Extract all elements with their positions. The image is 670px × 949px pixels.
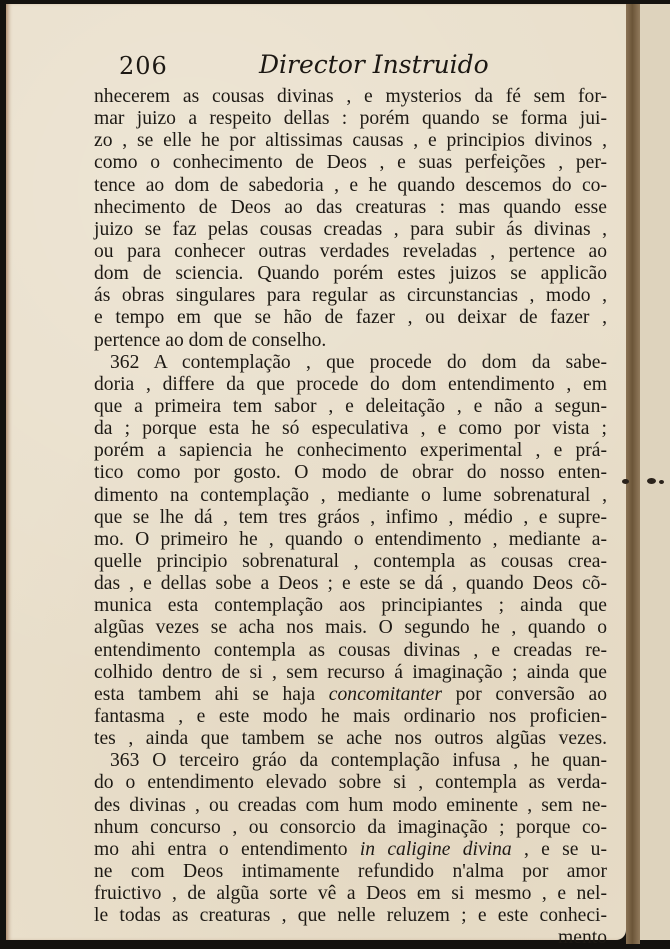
- text-line: [94, 728, 607, 750]
- text-segment: fruictivo , de algũa sorte vê a Deos em si mesmo , e nel-: [94, 883, 607, 905]
- text-line: [94, 684, 607, 706]
- text-segment: le todas as creaturas , que nelle reluzem ; e este conheci-: [94, 905, 607, 927]
- running-title: Director Instruido: [259, 50, 489, 79]
- text-line: [94, 396, 607, 418]
- text-line: [94, 706, 607, 728]
- text-segment: mo. O primeiro he , quando o entendimento , mediante a-: [94, 528, 607, 550]
- text-segment: munica esta contemplação aos principiantes ; ainda que: [94, 595, 607, 617]
- text-line: [94, 861, 607, 883]
- text-segment: tes , ainda que tambem se ache nos outros algũas vezes.: [94, 728, 607, 750]
- text-segment: porém a sapiencia he conhecimento experimental , e prá-: [94, 440, 607, 462]
- text-line: [94, 108, 607, 130]
- text-segment: ne com Deos intimamente refundido n'alma por amor: [94, 860, 607, 882]
- text-line: [94, 175, 607, 197]
- text-segment: entendimento contempla as cousas divinas , e creadas re-: [94, 639, 607, 661]
- book-gutter: [626, 4, 640, 944]
- text-line: [94, 883, 607, 905]
- text-line: [94, 307, 607, 329]
- text-line: [94, 418, 607, 440]
- text-segment: dom de sciencia. Quando porém estes juizos se applicão: [94, 263, 607, 285]
- text-segment: dimento na contemplação , mediante o lume sobrenatural ,: [94, 484, 607, 506]
- text-line: [94, 817, 607, 839]
- text-line: [94, 152, 607, 174]
- text-line: [94, 839, 607, 861]
- facing-page-edge: [640, 4, 670, 940]
- body-text: [94, 86, 607, 949]
- text-segment: esta tambem ahi se haja: [94, 683, 329, 705]
- text-line: [94, 507, 607, 529]
- text-segment: da ; porque esta he só especulativa , e como por vista ;: [94, 418, 607, 440]
- text-line: [94, 285, 607, 307]
- text-line: [94, 440, 607, 462]
- text-segment: por conversão ao: [441, 683, 607, 705]
- text-line: [94, 662, 607, 684]
- text-segment: juizo se faz pelas cousas creadas , para subir ás divinas ,: [94, 218, 607, 240]
- text-segment: fantasma , e este modo he mais ordinario nos proficien-: [94, 705, 607, 727]
- text-segment: doria , differe da que procede do dom entendimento , em: [94, 373, 607, 395]
- text-segment: colhido dentro de si , sem recurso á imaginação ; ainda que: [94, 661, 607, 683]
- text-segment: das , e dellas sobe a Deos ; e este se dá , quando Deos cõ-: [94, 573, 607, 595]
- text-line: [94, 219, 607, 241]
- text-line: [94, 573, 607, 595]
- text-segment: algũas vezes se acha nos mais. O segundo he , quando o: [94, 617, 607, 639]
- text-line: [94, 772, 607, 794]
- text-line: [94, 529, 607, 551]
- text-line: [94, 374, 607, 396]
- book-page: [6, 4, 626, 949]
- text-segment: 363 O terceiro gráo da contemplação infusa , he quan-: [110, 750, 607, 772]
- text-line: [94, 640, 607, 662]
- text-segment: que se lhe dá , tem tres gráos , infimo , médio , e supre-: [94, 506, 607, 528]
- catchword: mento: [558, 927, 607, 949]
- text-segment: nhecerem as cousas divinas , e mysterios da fé sem for-: [94, 86, 607, 107]
- text-segment: 362 A contemplação , que procede do dom da sabe-: [110, 351, 607, 373]
- text-segment: mo ahi entra o entendimento: [94, 838, 360, 860]
- text-segment: que a primeira tem sabor , e deleitação , e não a segun-: [94, 395, 607, 417]
- text-segment: do o entendimento elevado sobre si , contempla as verda-: [94, 772, 607, 794]
- italic-phrase: in caligine divina: [359, 838, 512, 860]
- text-segment: pertence ao dom de conselho.: [94, 329, 327, 351]
- text-line: [94, 905, 607, 927]
- text-line: [94, 551, 607, 573]
- text-segment: tence ao dom de sabedoria , e he quando descemos do co-: [94, 174, 607, 196]
- text-segment: nhecimento de Deos ao das creaturas : mas quando esse: [94, 196, 607, 218]
- ink-spot: [622, 479, 629, 484]
- text-segment: quelle principio sobrenatural , contempla as cousas crea-: [94, 550, 607, 572]
- text-segment: tico como por gosto. O modo de obrar do nosso enten-: [94, 462, 607, 484]
- text-segment: nhum concurso , ou consorcio da imaginação ; porque co-: [94, 816, 607, 838]
- text-segment: e tempo em que se hão de fazer , ou deixar de fazer ,: [94, 307, 607, 329]
- text-line: [94, 197, 607, 219]
- text-line: [94, 595, 607, 617]
- text-segment: mar juizo a respeito dellas : porém quando se forma jui-: [94, 108, 607, 130]
- text-line: [94, 130, 607, 152]
- text-segment: ás obras singulares para regular as circunstancias , modo ,: [94, 285, 607, 307]
- text-line: [94, 352, 607, 374]
- text-line: [94, 795, 607, 817]
- text-line: [94, 485, 607, 507]
- text-line: [94, 330, 607, 352]
- text-segment: como o conhecimento de Deos , e suas perfeições , per-: [94, 152, 607, 174]
- text-segment: zo , se elle he por altissimas causas , e principios divinos ,: [94, 130, 607, 152]
- text-segment: ou para conhecer outras verdades reveladas , pertence ao: [94, 240, 607, 262]
- text-line: [94, 263, 607, 285]
- ink-spot: [659, 480, 664, 484]
- text-line: [94, 241, 607, 263]
- text-line: [94, 462, 607, 484]
- page-number: 206: [119, 52, 168, 80]
- ink-spot: [647, 478, 656, 484]
- text-line: [94, 86, 607, 108]
- text-line: [94, 750, 607, 772]
- text-line: [94, 617, 607, 639]
- text-segment: , e se u-: [511, 838, 607, 860]
- text-segment: des divinas , ou creadas com hum modo eminente , sem ne-: [94, 794, 607, 816]
- italic-phrase: concomitanter: [328, 683, 442, 705]
